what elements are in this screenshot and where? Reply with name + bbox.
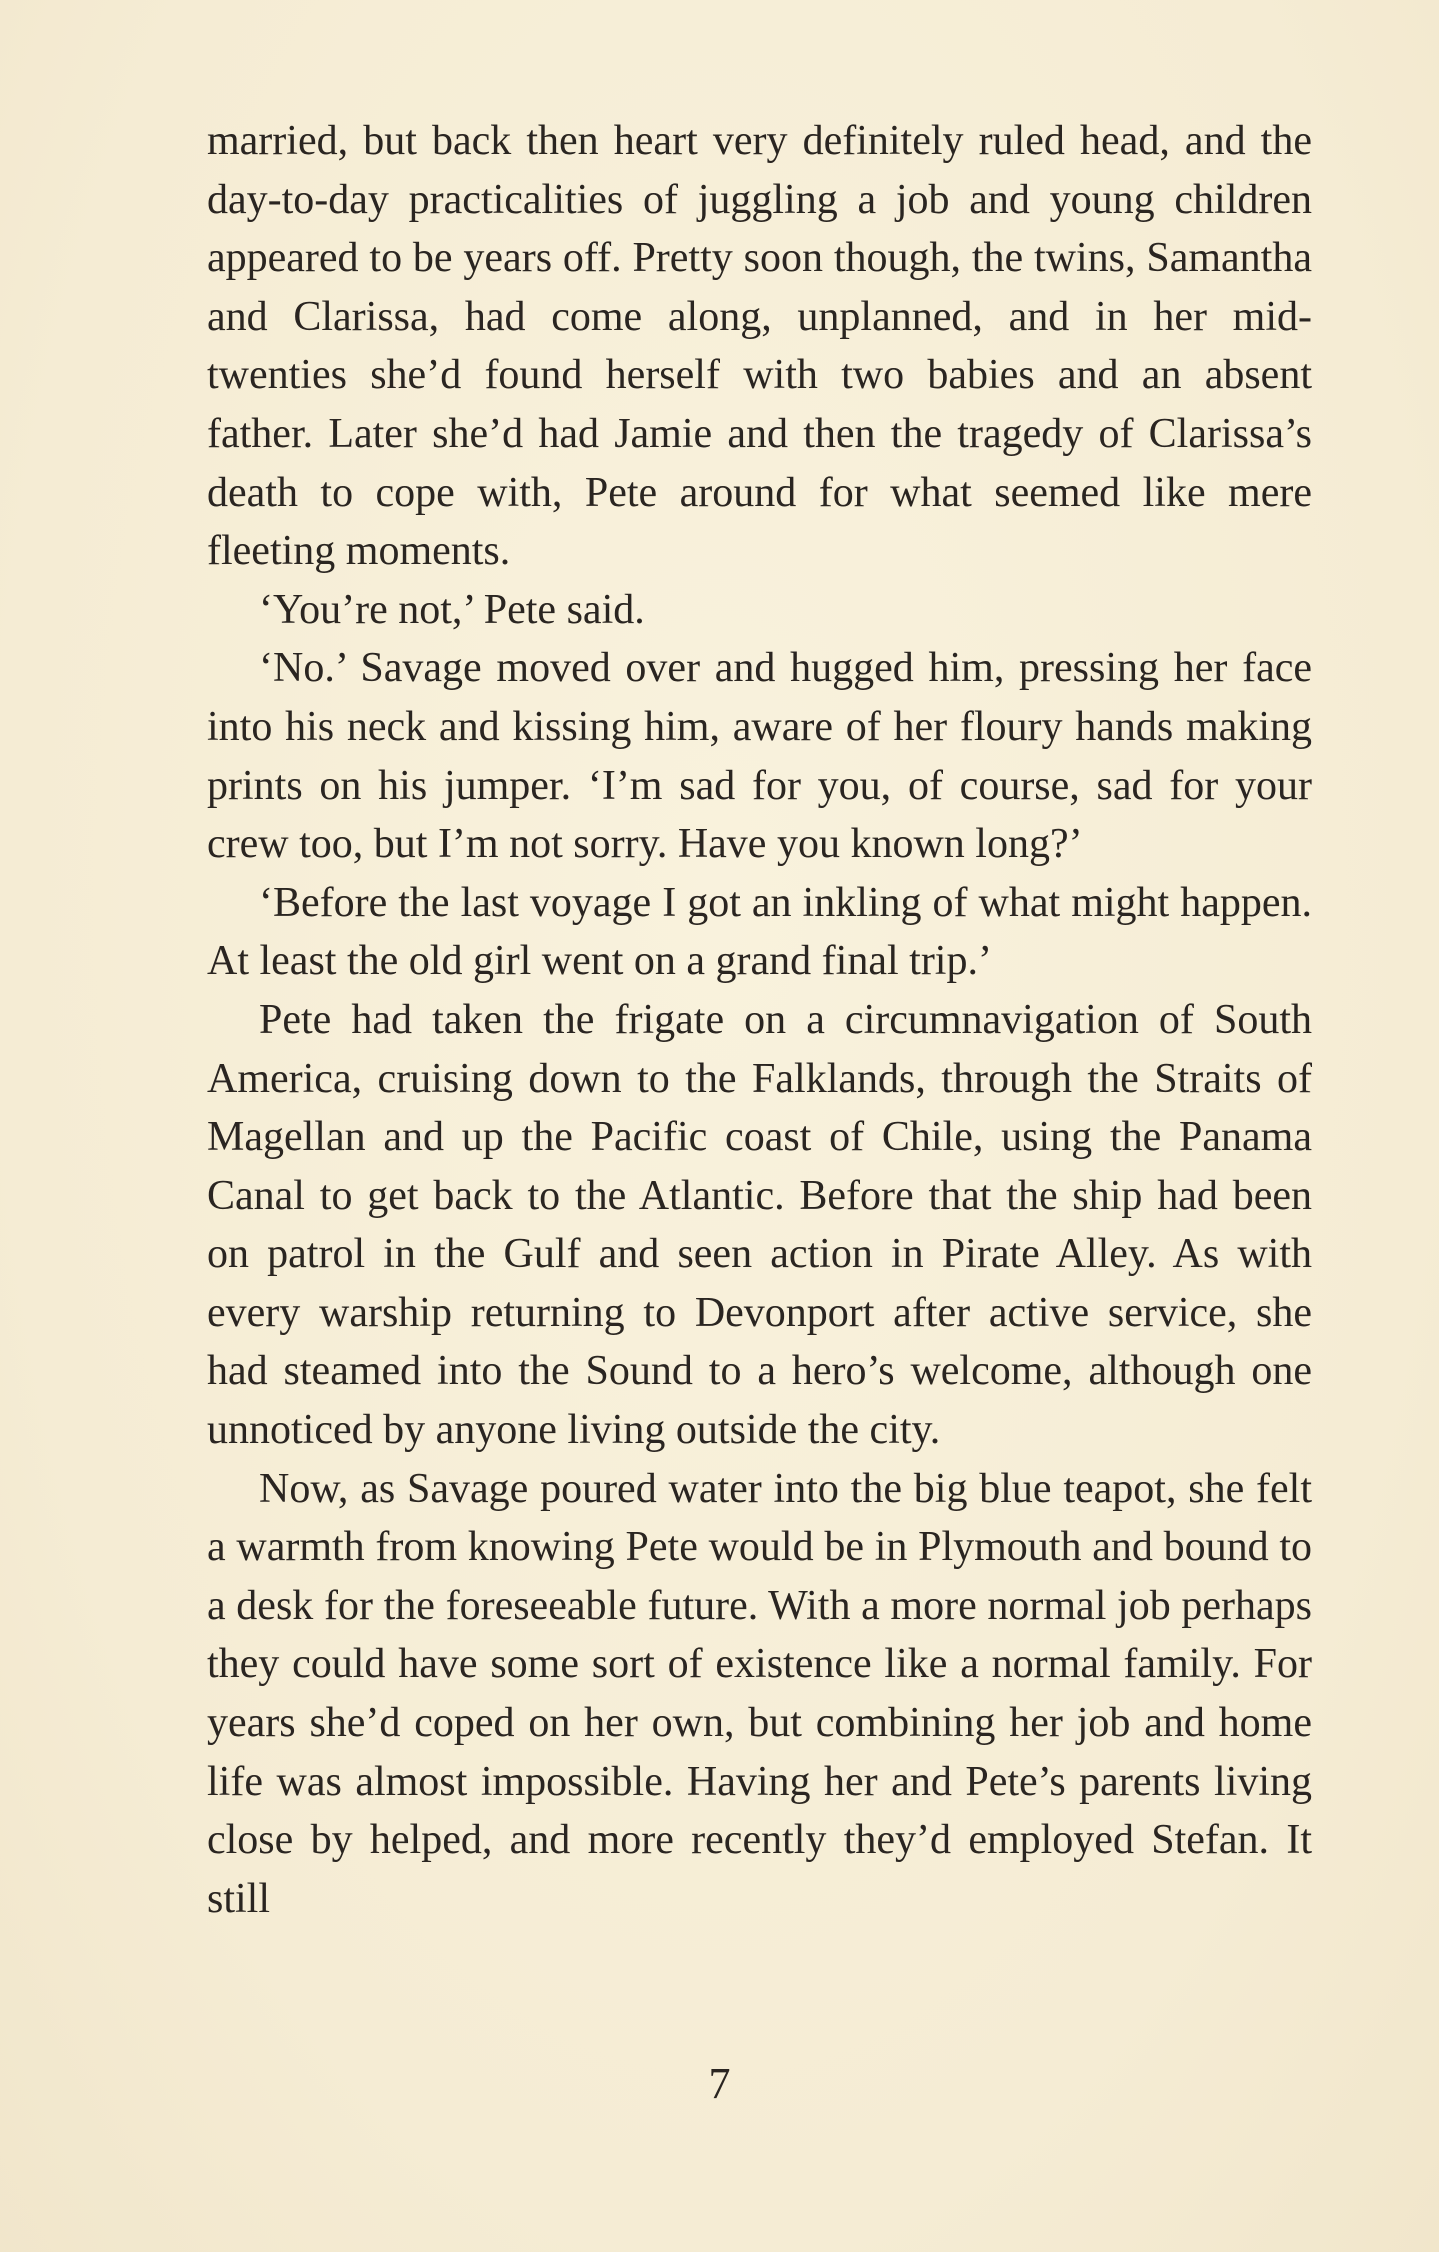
paragraph: ‘No.’ Savage moved over and hugged him, pressing her face into his neck and kissing him, aware of her floury hands making prints on his jumper. ‘I’m sad for you, of course, sad for your crew too, but I’m not sorry. Have you known long?’ — [207, 645, 1312, 868]
paragraph: Now, as Savage poured water into the big blue teapot, she felt a warmth from knowing Pete would be in Plymouth and bound to a desk for the foreseeable future. With a more normal job perhaps they could have some sort of existence like a normal family. For years she’d coped on her own, but combining her job and home life was almost impossible. Having her and Pete’s parents living close by helped, and more recently they’d employed Stefan. It still — [207, 1465, 1312, 1922]
page-number: 7 — [708, 2059, 731, 2108]
paragraph: Pete had taken the frigate on a circumnavigation of South America, cruising down to the Falklands, through the Straits of Magellan and up the Pacific coast of Chile, using the Panama Canal to get back to the Atlantic. Before that the ship had been on patrol in the Gulf and seen action in Pirate Alley. As with every warship returning to Devonport after active service, she had steamed into the Sound to a hero’s welcome, although one unnoticed by anyone living outside the city. — [207, 996, 1312, 1454]
paragraph: ‘Before the last voyage I got an inkling of what might happen. At least the old girl went on a grand final trip.’ — [207, 879, 1312, 985]
body-text — [207, 112, 1312, 1928]
paragraph: ‘You’re not,’ Pete said. — [259, 586, 645, 633]
paragraph: married, but back then heart very definitely ruled head, and the day-to-day practicalities of juggling a job and young children appeared to be years off. Pretty soon though, the twins, Samantha and Clarissa, had come along, unplanned, and in her mid-twenties she’d found herself with two babies and an absent father. Later she’d had Jamie and then the tragedy of Clarissa’s death to cope with, Pete around for what seemed like mere fleeting moments. — [207, 118, 1312, 575]
